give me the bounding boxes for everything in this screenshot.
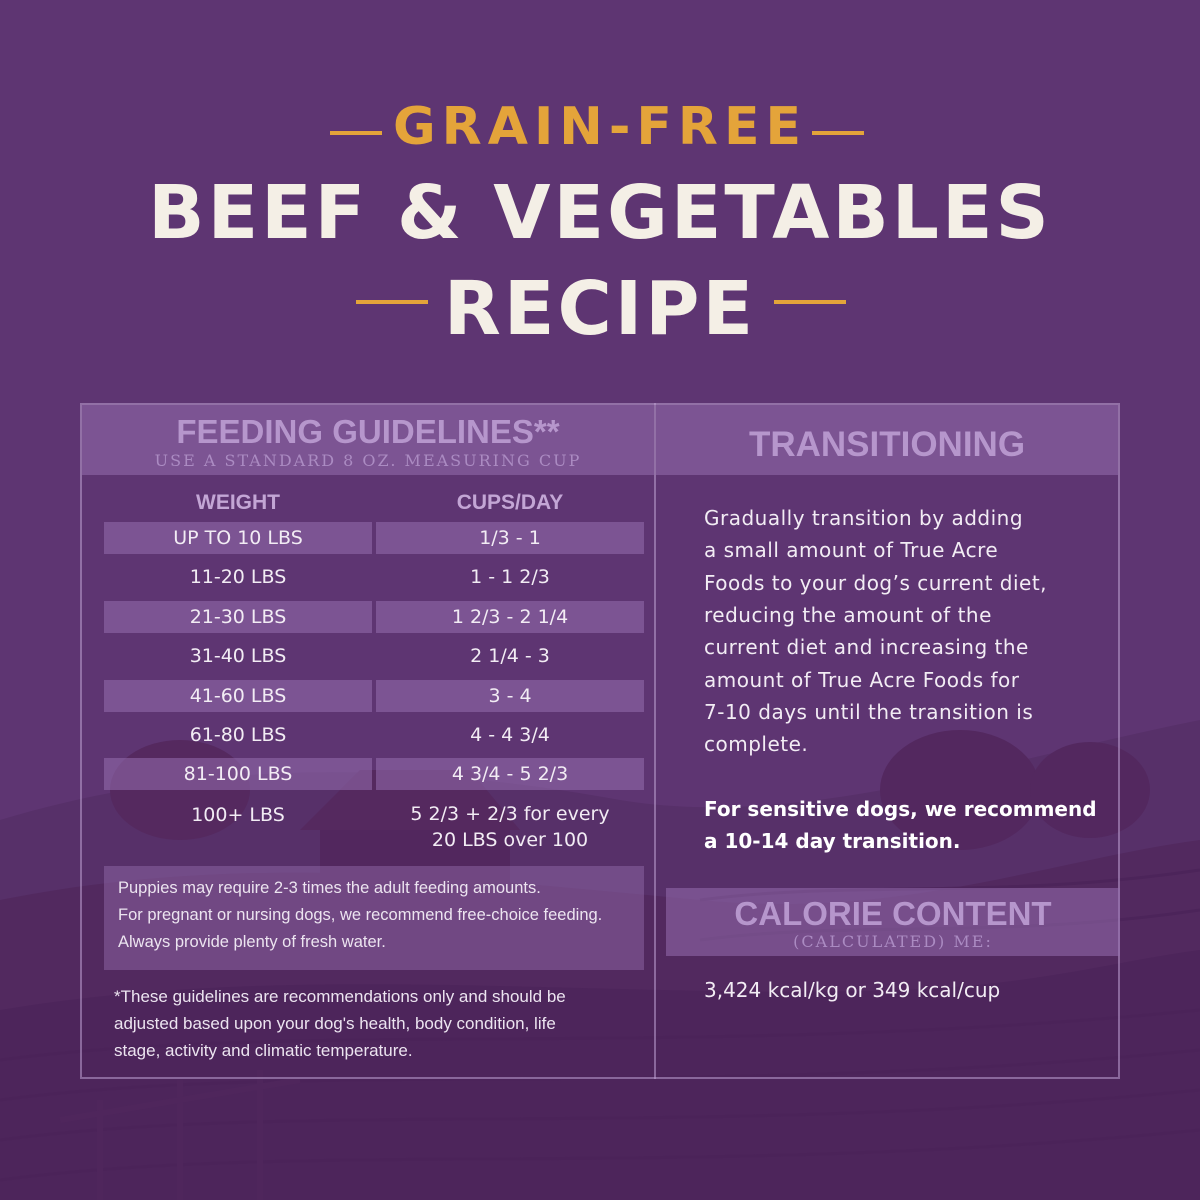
transitioning-text-line: complete. (704, 732, 809, 756)
transitioning-text-line: amount of True Acre Foods for (704, 668, 1020, 692)
cups-cell: 4 3/4 - 5 2/3 (451, 763, 569, 785)
cups-cell (376, 801, 644, 857)
transitioning-text-line: Foods to your dog’s current diet, (704, 571, 1048, 595)
cups-cell: 1/3 - 1 (479, 527, 541, 549)
table-row (104, 601, 644, 633)
table-row (104, 561, 644, 593)
calorie-value: 3,424 kcal/kg or 349 kcal/cup (704, 978, 1001, 1002)
footnote-line: stage, activity and climatic temperature. (114, 1041, 413, 1060)
table-row (104, 719, 644, 751)
recipe-title-line1: BEEF & VEGETABLES (148, 170, 1052, 256)
calorie-title: CALORIE CONTENT (734, 895, 1052, 932)
cups-cell: 2 1/4 - 3 (470, 645, 550, 667)
weight-cell: 21-30 LBS (189, 606, 287, 628)
weight-cell: 81-100 LBS (183, 763, 293, 785)
cups-cell: 1 - 1 2/3 (470, 566, 550, 588)
panel-divider (654, 403, 656, 1079)
note-line: For pregnant or nursing dogs, we recommend free-choice feeding. (118, 906, 603, 924)
weight-cell: 61-80 LBS (189, 724, 287, 746)
col-head-weight: WEIGHT (196, 491, 280, 514)
note-line: Always provide plenty of fresh water. (118, 933, 386, 951)
transitioning-text-line: a small amount of True Acre (704, 538, 999, 562)
eyebrow-row (0, 92, 1200, 162)
table-row (104, 758, 644, 790)
eyebrow-label: GRAIN-FREE (392, 97, 808, 157)
weight-cell: 11-20 LBS (189, 566, 287, 588)
transitioning-text-line: Gradually transition by adding (704, 506, 1024, 530)
footnote-line: *These guidelines are recommendations only and should be (114, 987, 566, 1006)
weight-cell: 31-40 LBS (189, 645, 287, 667)
transitioning-title: TRANSITIONING (748, 425, 1026, 464)
recipe-title-line2: RECIPE (443, 266, 757, 352)
weight-cell: UP TO 10 LBS (173, 527, 303, 549)
eyebrow-right-dash (812, 131, 864, 135)
cups-cell-line2: 20 LBS over 100 (431, 829, 589, 851)
sensitive-dogs-text-line: a 10-14 day transition. (704, 829, 961, 853)
transitioning-text-line: current diet and increasing the (704, 635, 1029, 659)
table-row (104, 799, 644, 855)
cups-cell-line1: 5 2/3 + 2/3 for every (410, 803, 610, 825)
footnote-line: adjusted based upon your dog's health, body condition, life (114, 1014, 556, 1033)
table-row (104, 640, 644, 672)
table-row (104, 680, 644, 712)
title-right-dash (774, 300, 846, 304)
calorie-subtitle: (CALCULATED) ME: (793, 932, 993, 951)
feeding-subtitle: USE A STANDARD 8 OZ. MEASURING CUP (154, 451, 582, 470)
feeding-title: FEEDING GUIDELINES** (176, 413, 560, 450)
col-head-cups: CUPS/DAY (456, 491, 564, 514)
weight-cell: 100+ LBS (191, 804, 285, 826)
sensitive-dogs-text-line: For sensitive dogs, we recommend (704, 797, 1097, 821)
cups-cell: 4 - 4 3/4 (470, 724, 550, 746)
weight-cell: 41-60 LBS (189, 685, 287, 707)
transitioning-text-line: reducing the amount of the (704, 603, 992, 627)
table-row (104, 522, 644, 554)
cups-cell: 1 2/3 - 2 1/4 (451, 606, 569, 628)
note-line: Puppies may require 2-3 times the adult feeding amounts. (118, 879, 541, 897)
transitioning-text-line: 7-10 days until the transition is (704, 700, 1034, 724)
cups-cell: 3 - 4 (488, 685, 532, 707)
